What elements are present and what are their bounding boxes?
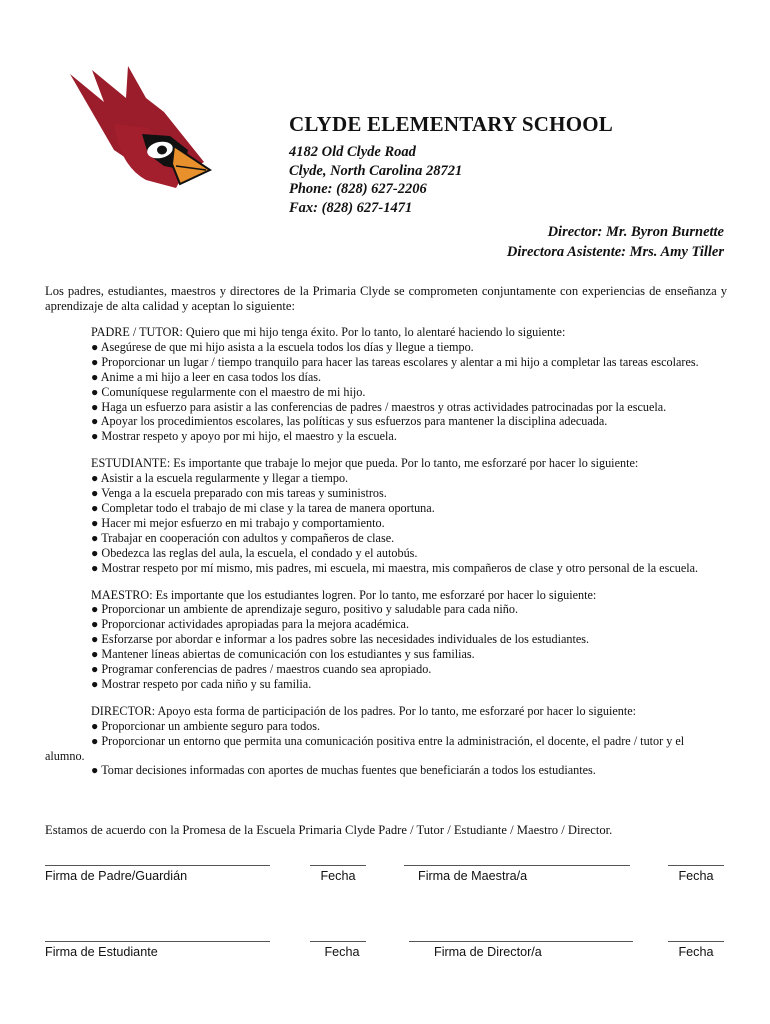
school-name: CLYDE ELEMENTARY SCHOOL <box>289 112 613 136</box>
school-city: Clyde, North Carolina 28721 <box>289 162 463 179</box>
signature-line <box>668 941 724 942</box>
section-lead: MAESTRO: Es importante que los estudiantes logren. Por lo tanto, me esforzaré por hacer lo siguiente: <box>91 587 597 602</box>
eye-pupil <box>157 146 167 155</box>
signature-line <box>45 941 270 942</box>
staff-block <box>507 222 724 262</box>
parent-date-field[interactable] <box>310 865 366 883</box>
list-item: ● Venga a la escuela preparado con mis tareas y suministros. <box>91 486 387 501</box>
signature-line <box>45 865 270 866</box>
list-item: ● Haga un esfuerzo para asistir a las conferencias de padres / maestros y otras actividades patrocinadas por la escuela. <box>91 399 667 414</box>
signature-line <box>668 865 724 866</box>
list-item: ● Programar conferencias de padres / maestros cuando sea apropiado. <box>91 662 432 677</box>
date-label: Fecha <box>678 945 714 959</box>
school-phone: Phone: (828) 627-2206 <box>289 181 427 197</box>
pledge-sections <box>45 325 731 790</box>
director-signature-field[interactable] <box>409 941 633 959</box>
teacher-date-field[interactable] <box>668 865 724 883</box>
director-date-field[interactable] <box>668 941 724 959</box>
list-item: ● Mostrar respeto y apoyo por mi hijo, el maestro y la escuela. <box>91 429 397 444</box>
list-item: ● Comuníquese regularmente con el maestro de mi hijo. <box>91 384 366 399</box>
list-item: ● Hacer mi mejor esfuerzo en mi trabajo y comportamiento. <box>91 515 385 530</box>
signature-line <box>404 865 630 866</box>
section-lead: PADRE / TUTOR: Quiero que mi hijo tenga éxito. Por lo tanto, lo alentaré haciendo lo siguiente: <box>91 325 566 339</box>
cardinal-mascot-icon <box>68 66 212 190</box>
list-item: ● Proporcionar un entorno que permita una comunicación positiva entre la administración, el docente, el padre / tutor y el <box>91 733 685 748</box>
parent-signature-field[interactable] <box>45 865 270 883</box>
list-item: ● Mantener líneas abiertas de comunicación con los estudiantes y sus familias. <box>91 647 475 662</box>
list-item-continuation: alumno. <box>45 748 85 763</box>
school-address: 4182 Old Clyde Road <box>289 144 416 160</box>
assistant-director-name: Directora Asistente: Mrs. Amy Tiller <box>506 244 724 260</box>
director-signature-label: Firma de Director/a <box>434 945 542 959</box>
director-section <box>45 703 731 779</box>
list-item: ● Proporcionar un lugar / tiempo tranquilo para hacer las tareas escolares y alentar a mi hijo a completar las tareas escolares. <box>91 354 699 369</box>
date-label: Fecha <box>324 945 360 959</box>
date-label: Fecha <box>320 869 356 883</box>
list-item: ● Proporcionar actividades apropiadas para la mejora académica. <box>91 617 409 632</box>
parent-section <box>91 325 731 444</box>
list-item: ● Proporcionar un ambiente de aprendizaje seguro, positivo y saludable para cada niño. <box>91 602 519 617</box>
list-item: ● Mostrar respeto por mí mismo, mis padres, mi escuela, mi maestra, mis compañeros de clase y otro personal de la escuela. <box>91 560 699 575</box>
signature-line <box>310 941 366 942</box>
list-item: ● Apoyar los procedimientos escolares, las políticas y sus esfuerzos para mantener la disciplina adecuada. <box>91 414 608 429</box>
section-lead: ESTUDIANTE: Es importante que trabaje lo mejor que pueda. Por lo tanto, me esforzaré por hacer lo siguiente: <box>91 456 639 471</box>
list-item: ● Obedezca las reglas del aula, la escuela, el condado y el autobús. <box>91 545 418 560</box>
list-item: ● Tomar decisiones informadas con aportes de muchas fuentes que beneficiarán a todos los estudiantes. <box>91 763 596 778</box>
signature-line <box>310 865 366 866</box>
list-item: ● Completar todo el trabajo de mi clase y la tarea de manera oportuna. <box>91 500 435 515</box>
student-date-field[interactable] <box>310 941 366 959</box>
list-item: ● Proporcionar un ambiente seguro para todos. <box>91 718 321 733</box>
teacher-section <box>91 588 731 692</box>
list-item: ● Anime a mi hijo a leer en casa todos los días. <box>91 369 322 384</box>
date-label: Fecha <box>678 869 714 883</box>
school-fax: Fax: (828) 627-1471 <box>289 199 413 216</box>
list-item: ● Esforzarse por abordar e informar a los padres sobre las necesidades individuales de los estudiantes. <box>91 632 590 647</box>
section-lead: DIRECTOR: Apoyo esta forma de participación de los padres. Por lo tanto, me esforzaré por hacer lo siguiente: <box>91 703 637 718</box>
director-name: Director: Mr. Byron Burnette <box>547 224 724 240</box>
agreement-statement: Estamos de acuerdo con la Promesa de la Escuela Primaria Clyde Padre / Tutor / Estudiante / Maestro / Director. <box>45 823 613 837</box>
list-item: ● Trabajar en cooperación con adultos y compañeros de clase. <box>91 530 395 545</box>
student-signature-label: Firma de Estudiante <box>45 945 158 959</box>
school-header <box>289 112 613 217</box>
parent-signature-label: Firma de Padre/Guardián <box>45 869 188 883</box>
student-signature-field[interactable] <box>45 941 270 959</box>
list-item: ● Asistir a la escuela regularmente y llegar a tiempo. <box>91 471 349 486</box>
list-item: ● Asegúrese de que mi hijo asista a la escuela todos los días y llegue a tiempo. <box>91 339 474 354</box>
teacher-signature-label: Firma de Maestra/a <box>418 869 528 883</box>
student-section <box>91 456 731 575</box>
list-item: ● Mostrar respeto por cada niño y su familia. <box>91 676 312 691</box>
teacher-signature-field[interactable] <box>404 865 630 883</box>
intro-paragraph: Los padres, estudiantes, maestros y directores de la Primaria Clyde se comprometen conjuntamente con experiencias de enseñanza y aprendizaje de alta calidad y aceptan lo siguiente: <box>45 284 727 313</box>
signature-line <box>409 941 633 942</box>
